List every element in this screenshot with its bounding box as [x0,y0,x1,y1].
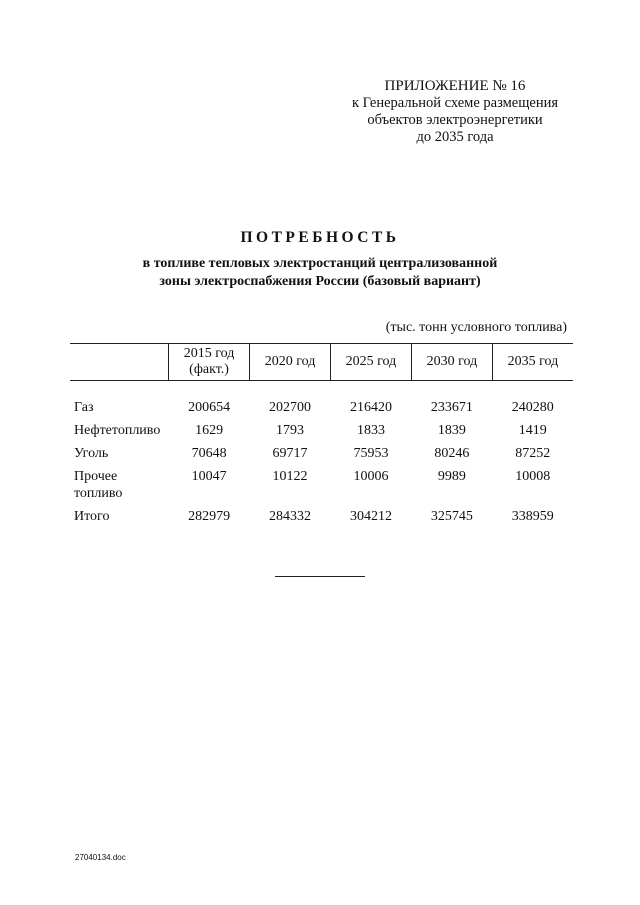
document-heading [0,227,640,291]
row-label: Нефтетопливо [74,423,161,438]
header-cell [250,344,331,381]
table-row [70,399,573,422]
row-label-line-2: топливо [74,486,123,501]
table-cell: 325745 [430,509,473,524]
row-label-line-1: Прочее [74,469,118,484]
row-label: Газ [74,400,94,415]
appendix-line-3: до 2035 года [416,129,494,145]
table-row [70,468,573,508]
header-label: 2015 год [183,346,235,361]
appendix-line-2: объектов электроэнергетики [367,112,543,128]
header-label: 2020 год [264,354,316,369]
table-cell: 10006 [353,469,389,484]
table-cell: 1419 [518,423,547,438]
table-cell: 1629 [195,423,224,438]
subtitle-line-2: зоны электроспабжения России (базовый вариант) [159,274,481,289]
table-row [70,508,573,531]
table-cell: 10122 [272,469,308,484]
appendix-number: ПРИЛОЖЕНИЕ № 16 [384,78,526,94]
header-label: 2025 год [345,354,397,369]
table-spacer [70,381,573,400]
header-label: 2030 год [426,354,478,369]
table-cell: 216420 [349,400,392,415]
row-label: Итого [74,509,110,524]
end-divider [275,576,365,577]
table-row [70,422,573,445]
fuel-demand-table [70,343,573,531]
table-row [70,445,573,468]
document-subtitle [0,255,640,291]
table-cell: 202700 [269,400,312,415]
table-cell: 70648 [191,446,227,461]
table-cell: 338959 [511,509,554,524]
document-title: ПОТРЕБНОСТЬ [240,229,400,246]
table-cell: 282979 [188,509,231,524]
header-cell [492,344,573,381]
row-label [70,468,169,508]
subtitle-line-1: в топливе тепловых электростанций централизованной [142,256,498,271]
table-cell: 10008 [515,469,551,484]
table-cell: 80246 [434,446,470,461]
table-cell: 87252 [515,446,551,461]
header-cell [411,344,492,381]
table-cell: 304212 [349,509,392,524]
file-name-footer: 27040134.doc [75,853,126,862]
table-cell: 233671 [430,400,473,415]
table-cell: 240280 [511,400,554,415]
table-cell: 9989 [437,469,466,484]
header-empty-cell [70,344,169,381]
row-label: Уголь [74,446,109,461]
table-cell: 284332 [269,509,312,524]
table-cell: 69717 [272,446,308,461]
table-cell: 1839 [437,423,466,438]
appendix-block [330,78,580,146]
table-cell: 200654 [188,400,231,415]
table-cell: 75953 [353,446,389,461]
table-cell: 1793 [276,423,305,438]
appendix-line-1: к Генеральной схеме размещения [351,95,559,111]
table-cell: 10047 [191,469,227,484]
units-note: (тыс. тонн условного топлива) [385,320,567,335]
header-label: 2035 год [507,354,559,369]
table-cell: 1833 [356,423,385,438]
header-cell [331,344,412,381]
header-cell [169,344,250,381]
header-sublabel: (факт.) [189,362,229,377]
table-header-row [70,344,573,381]
